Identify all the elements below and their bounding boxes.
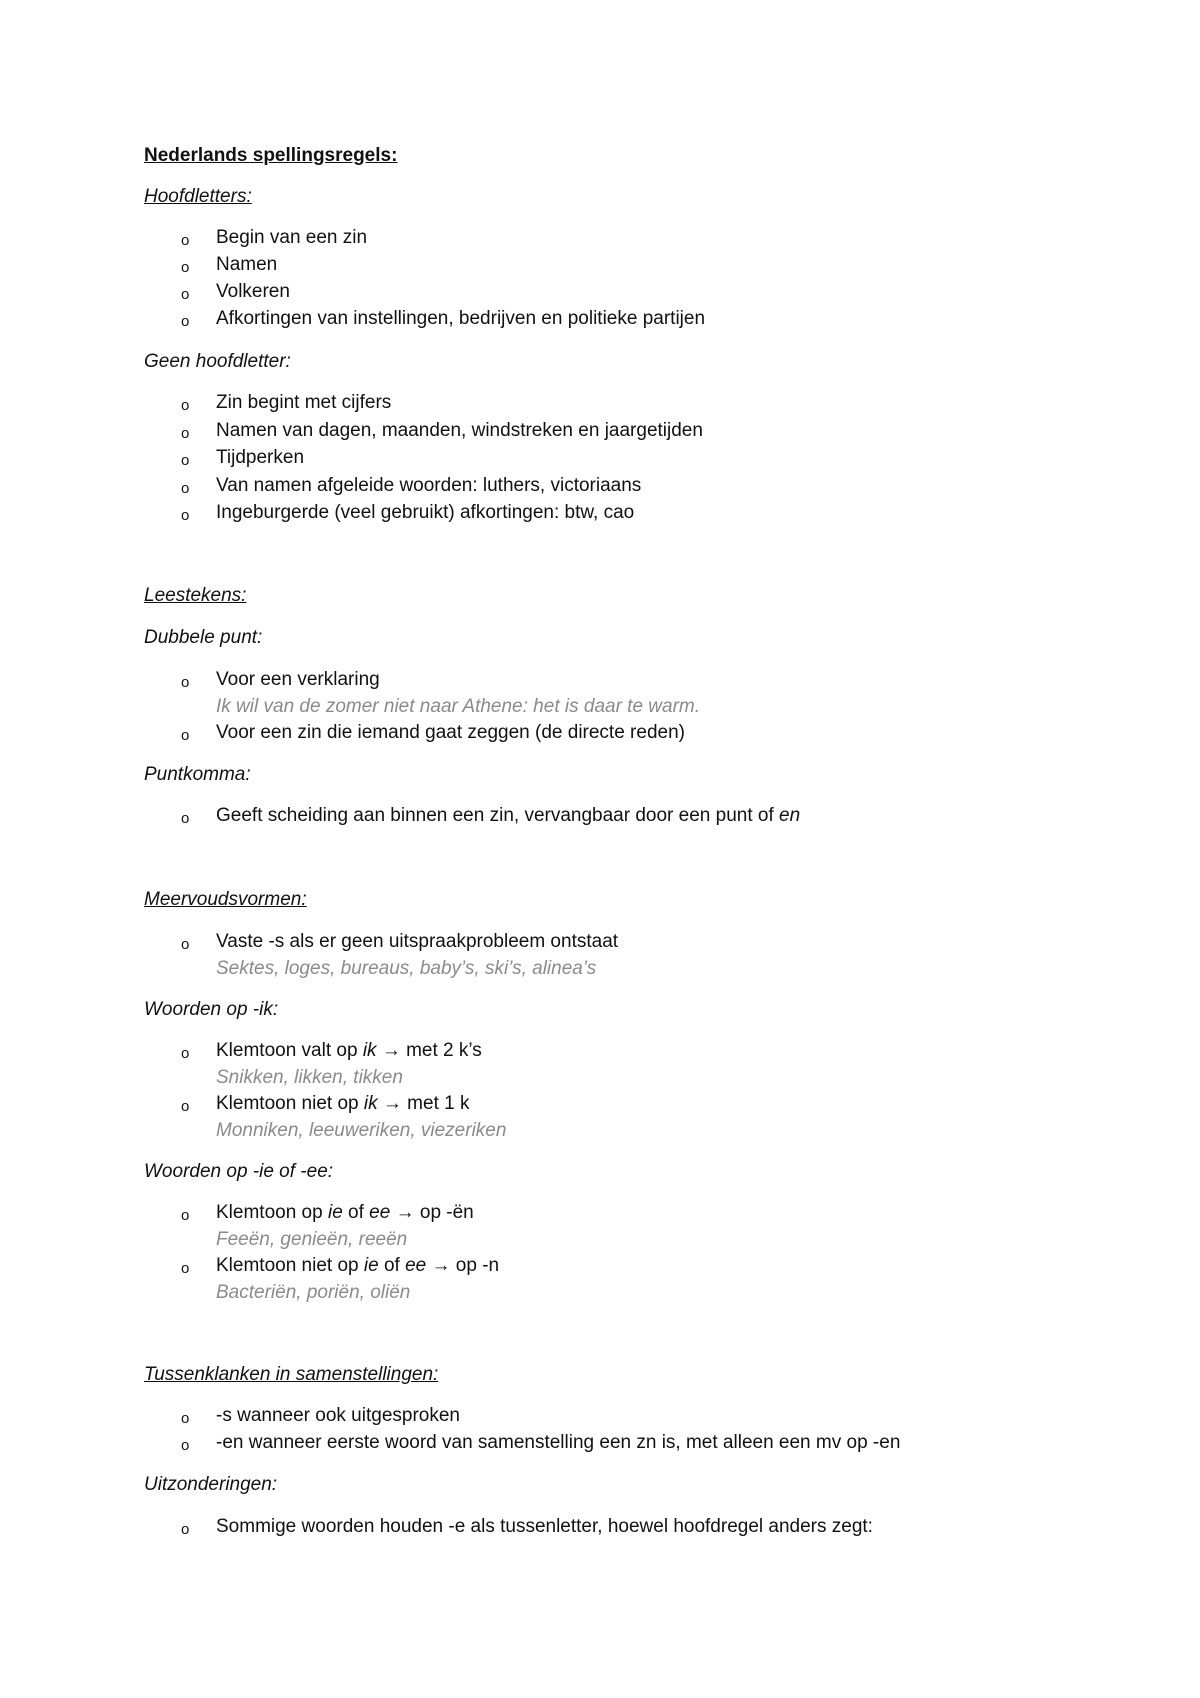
- document-title: Nederlands spellingsregels:: [144, 145, 398, 166]
- bullet-marker: o: [181, 480, 190, 497]
- list-item: Vaste -s als er geen uitspraakprobleem ontstaat: [216, 931, 619, 952]
- bullet-marker: o: [181, 1410, 190, 1427]
- subheading-woorden-op-ik: Woorden op -ik:: [144, 999, 279, 1020]
- list-item: Begin van een zin: [216, 227, 368, 248]
- bullet-marker: o: [181, 425, 190, 442]
- bullet-marker: o: [181, 810, 190, 827]
- example-text: Feeën, genieën, reeën: [216, 1229, 408, 1250]
- list-item: Voor een zin die iemand gaat zeggen (de directe reden): [216, 722, 685, 743]
- bullet-marker: o: [181, 727, 190, 744]
- bullet-marker: o: [181, 507, 190, 524]
- subheading-puntkomma: Puntkomma:: [144, 764, 251, 785]
- example-text: Monniken, leeuweriken, viezeriken: [216, 1120, 507, 1141]
- list-item: Voor een verklaring: [216, 669, 380, 690]
- bullet-marker: o: [181, 1437, 190, 1454]
- list-item: Klemtoon valt op ik → met 2 k’s: [216, 1040, 482, 1061]
- arrow-right-icon: →: [382, 1093, 402, 1114]
- list-item: Namen: [216, 254, 278, 275]
- subheading-uitzonderingen: Uitzonderingen:: [144, 1474, 278, 1495]
- bullet-marker: o: [181, 259, 190, 276]
- bullet-marker: o: [181, 286, 190, 303]
- list-item: Ingeburgerde (veel gebruikt) afkortingen: btw, cao: [216, 502, 635, 523]
- section-heading-leestekens: Leestekens:: [144, 585, 247, 606]
- bullet-marker: o: [181, 232, 190, 249]
- bullet-marker: o: [181, 452, 190, 469]
- list-item: -s wanneer ook uitgesproken: [216, 1405, 460, 1426]
- bullet-marker: o: [181, 1098, 190, 1115]
- bullet-marker: o: [181, 936, 190, 953]
- section-heading-hoofdletters: Hoofdletters:: [144, 186, 252, 207]
- list-item: Klemtoon op ie of ee → op -ën: [216, 1202, 474, 1223]
- bullet-marker: o: [181, 674, 190, 691]
- list-item: Volkeren: [216, 281, 290, 302]
- arrow-right-icon: →: [381, 1040, 401, 1061]
- bullet-marker: o: [181, 313, 190, 330]
- arrow-right-icon: →: [431, 1255, 451, 1276]
- list-item: -en wanneer eerste woord van samenstelling een zn is, met alleen een mv op -en: [216, 1432, 901, 1453]
- bullet-marker: o: [181, 397, 190, 414]
- list-item: Tijdperken: [216, 447, 305, 468]
- bullet-marker: o: [181, 1207, 190, 1224]
- list-item: Klemtoon niet op ie of ee → op -n: [216, 1255, 500, 1276]
- arrow-right-icon: →: [395, 1202, 415, 1223]
- subheading-dubbele-punt: Dubbele punt:: [144, 627, 263, 648]
- example-text: Ik wil van de zomer niet naar Athene: het is daar te warm.: [216, 696, 701, 717]
- example-text: Bacteriën, poriën, oliën: [216, 1282, 411, 1303]
- section-heading-tussenklanken: Tussenklanken in samenstellingen:: [144, 1364, 439, 1385]
- section-heading-meervoudsvormen: Meervoudsvormen:: [144, 889, 307, 910]
- bullet-marker: o: [181, 1260, 190, 1277]
- list-item: Sommige woorden houden -e als tussenletter, hoewel hoofdregel anders zegt:: [216, 1516, 873, 1537]
- list-item: Klemtoon niet op ik → met 1 k: [216, 1093, 470, 1114]
- example-text: Snikken, likken, tikken: [216, 1067, 403, 1088]
- example-text: Sektes, loges, bureaus, baby’s, ski’s, alinea’s: [216, 958, 597, 979]
- list-item: Namen van dagen, maanden, windstreken en jaargetijden: [216, 420, 703, 441]
- subheading-geen-hoofdletter: Geen hoofdletter:: [144, 351, 291, 372]
- list-item: Zin begint met cijfers: [216, 392, 392, 413]
- bullet-marker: o: [181, 1045, 190, 1062]
- list-item: Afkortingen van instellingen, bedrijven en politieke partijen: [216, 308, 706, 329]
- list-item: Geeft scheiding aan binnen een zin, vervangbaar door een punt of en: [216, 805, 801, 826]
- list-item: Van namen afgeleide woorden: luthers, victoriaans: [216, 475, 642, 496]
- subheading-woorden-op-ie-ee: Woorden op -ie of -ee:: [144, 1161, 334, 1182]
- bullet-marker: o: [181, 1521, 190, 1538]
